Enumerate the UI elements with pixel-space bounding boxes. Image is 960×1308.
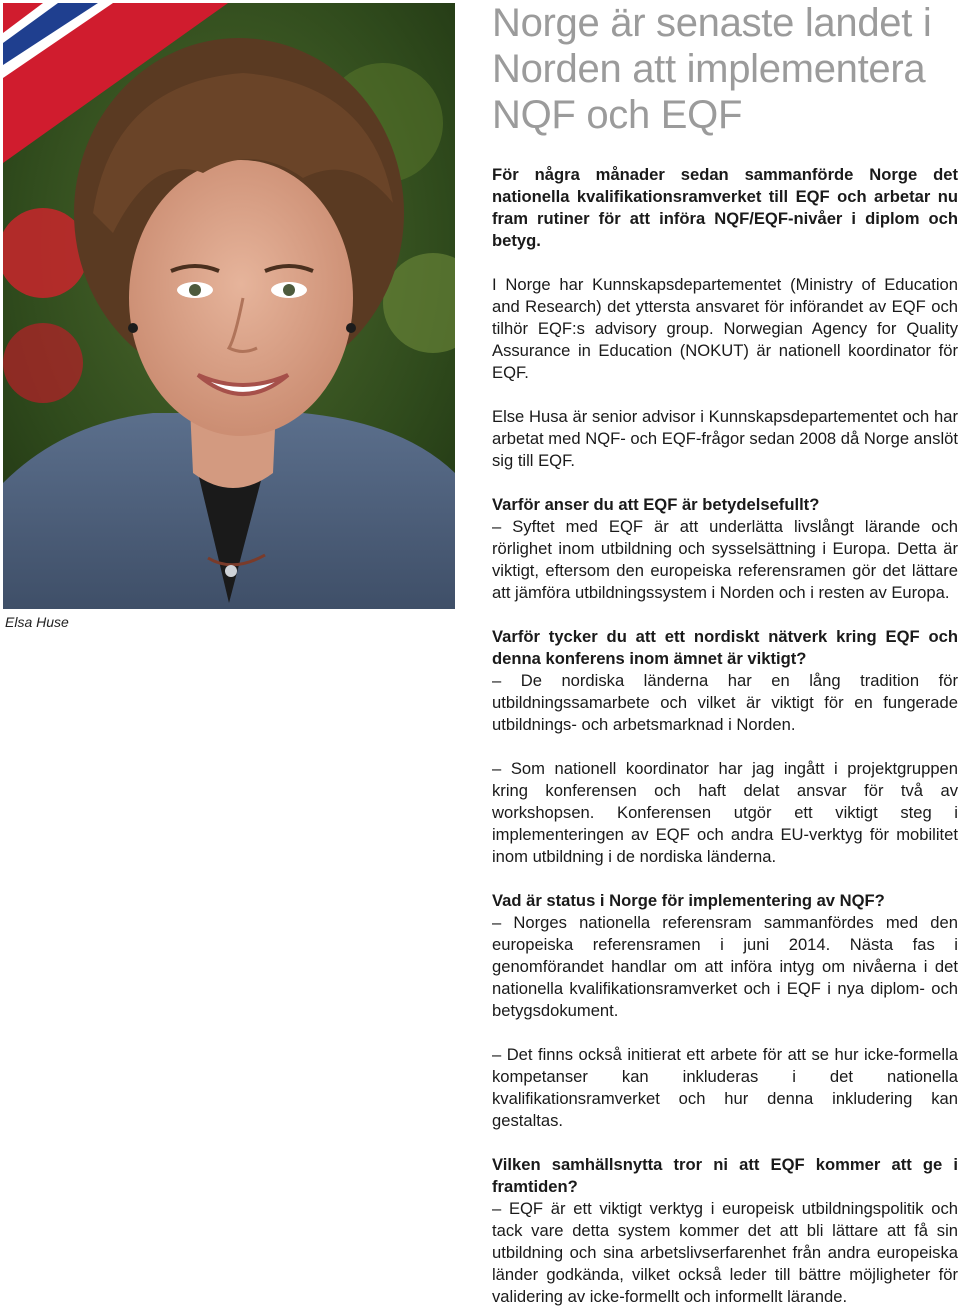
interview-block xyxy=(492,1154,958,1308)
portrait-illustration xyxy=(3,3,455,609)
article-paragraph: I Norge har Kunnskapsdepartementet (Ministry of Education and Research) det yttersta ansvaret för införandet av EQF och tilhör EQF:s advisory group. Norwegian Agency for Quality Assurance in Education (NOKUT) är nationell koordinator för EQF. xyxy=(492,275,958,382)
interview-answer: – De nordiska länderna har en lång tradition för utbildningssamarbete och vilket är viktigt för en fungerade utbildnings- och arbetsmarknad i Norden. xyxy=(492,671,958,734)
interview-question: Varför tycker du att ett nordiskt nätverk kring EQF och denna konferens inom ämnet är viktigt? xyxy=(492,627,958,668)
interview-question: Vilken samhällsnytta tror ni att EQF kommer att ge i framtiden? xyxy=(492,1155,958,1196)
article-column xyxy=(492,0,958,1308)
article-title: Norge är senaste landet i Norden att implementera NQF och EQF xyxy=(492,1,932,137)
article-lead: För några månader sedan sammanförde Norge det nationella kvalifikationsramverket till EQF och arbetar nu fram rutiner för att införa NQF/EQF-nivåer i diplom och betyg. xyxy=(492,165,958,250)
photo-caption: Elsa Huse xyxy=(5,614,69,630)
portrait-photo xyxy=(3,3,455,609)
interview-answer: – Syftet med EQF är att underlätta livslångt lärande och rörlighet inom utbildning och sysselsättning i Europa. Detta är viktigt, eftersom den europeiska referensramen gör det lättare att jämföra utbildningssystem i Norden och i resten av Europa. xyxy=(492,517,958,602)
interview-answer: – Det finns också initierat ett arbete för att se hur icke-formella kompetanser kan inkluderas i det nationella kvalifikationsramverket och hur denna inkludering kan gestaltas. xyxy=(492,1045,958,1130)
article-paragraph: Else Husa är senior advisor i Kunnskapsdepartementet och har arbetat med NQF- och EQF-frågor sedan 2008 då Norge anslöt sig till EQF. xyxy=(492,407,958,470)
interview-block xyxy=(492,494,958,604)
interview-answer: – EQF är ett viktigt verktyg i europeisk utbildningspolitik och tack vare detta system kommer det att bli lättare att få sin utbildning och sina arbetslivserfarenhet från andra europeiska länder godkända, vilket också leder till bättre möjligheter för validering av icke-formellt och informellt lärande. xyxy=(492,1199,958,1306)
interview-block xyxy=(492,890,958,1022)
interview-question: Varför anser du att EQF är betydelsefullt? xyxy=(492,495,820,514)
interview-question: Vad är status i Norge för implementering av NQF? xyxy=(492,891,885,910)
interview-block xyxy=(492,626,958,736)
interview-answer: – Norges nationella referensram sammanfördes med den europeiska referensramen i juni 2014. Nästa fas i genomförandet handlar om att införa intyg om nivåerna i det nationella kvalifikationsramverket och i EQF i nya diplom- och betygsdokument. xyxy=(492,913,958,1020)
interview-answer: – Som nationell koordinator har jag ingått i projektgruppen kring konferensen och haft delat ansvar för två av workshopsen. Konferensen utgör ett viktigt steg i implementeringen av EQF och andra EU-verktyg för mobilitet inom utbildning i de nordiska länderna. xyxy=(492,759,958,866)
